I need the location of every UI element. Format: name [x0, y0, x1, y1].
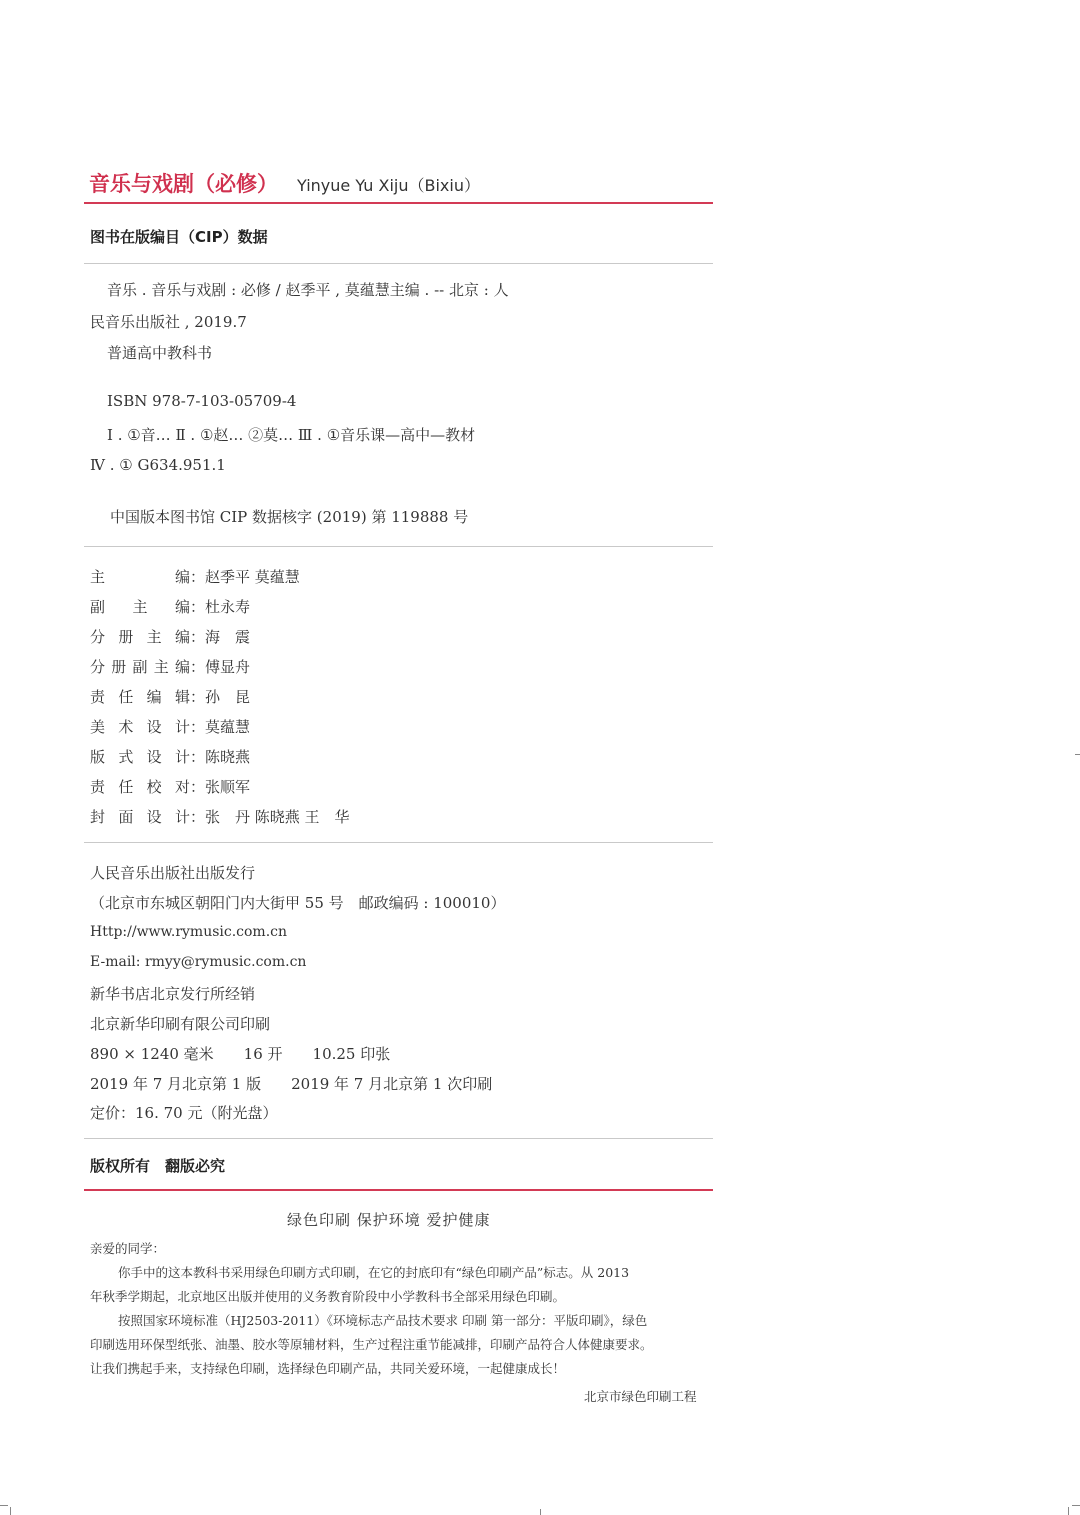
- green-printing-text: 按照国家环境标准（HJ2503-2011）《环境标志产品技术要求 印刷 第一部分：平版印刷》，绿色: [118, 1313, 648, 1328]
- credit-row: 封面设计：张 丹 陈晓燕 王 华: [90, 808, 350, 826]
- credit-names: 海 震: [205, 628, 251, 646]
- credit-names: 陈晓燕: [205, 748, 251, 766]
- crop-mark: [1072, 1505, 1080, 1506]
- crop-mark: [1068, 1507, 1069, 1515]
- green-printing-text: 你手中的这本教科书采用绿色印刷方式印刷，在它的封底印有“绿色印刷产品”标志。从 2013: [118, 1265, 630, 1280]
- book-title-chinese: 音乐与戏剧（必修）: [89, 172, 278, 196]
- green-printing-signature: 北京市绿色印刷工程: [584, 1389, 697, 1404]
- green-printing-greeting: 亲爱的同学：: [90, 1241, 166, 1256]
- credit-role: 责任编辑: [90, 688, 190, 706]
- green-printing-text: 印刷选用环保型纸张、油墨、胶水等原辅材料，生产过程注重节能减排，印刷产品符合人体健康要求。: [90, 1337, 653, 1352]
- distributor-line: 新华书店北京发行所经销: [90, 985, 256, 1003]
- cip-classification: Ⅰ . ①音… Ⅱ . ①赵… ②莫… Ⅲ . ①音乐课—高中—教材: [107, 426, 476, 444]
- book-title-pinyin: Yinyue Yu Xiju（Bixiu）: [297, 176, 480, 195]
- credit-role: 副主编: [90, 598, 190, 616]
- credit-role: 分册副主编: [90, 658, 190, 676]
- credit-row: 主编：赵季平 莫蕴慧: [90, 568, 300, 586]
- cip-line: 民音乐出版社 , 2019.7: [90, 313, 247, 331]
- green-printing-text: 让我们携起手来，支持绿色印刷，选择绿色印刷产品，共同关爱环境，一起健康成长！: [90, 1361, 566, 1376]
- cip-line: 普通高中教科书: [107, 344, 213, 362]
- credit-role: 美术设计: [90, 718, 190, 736]
- credit-role: 版式设计: [90, 748, 190, 766]
- credit-row: 责任编辑：孙 昆: [90, 688, 251, 706]
- credit-role: 封面设计: [90, 808, 190, 826]
- credit-row: 副主编：杜永寿: [90, 598, 251, 616]
- crop-mark: [1075, 754, 1080, 755]
- cip-divider-top: [84, 263, 713, 264]
- cip-divider-bottom: [84, 546, 713, 547]
- credit-names: 傅显舟: [205, 658, 251, 676]
- copyright-notice: 版权所有 翻版必究: [90, 1157, 226, 1175]
- credit-row: 分册副主编：傅显舟: [90, 658, 251, 676]
- publisher-website: Http://www.rymusic.com.cn: [90, 924, 288, 940]
- credits-divider: [84, 842, 713, 843]
- header-divider: [84, 202, 713, 204]
- publication-divider: [84, 1138, 713, 1139]
- credit-row: 美术设计：莫蕴慧: [90, 718, 251, 736]
- printer-line: 北京新华印刷有限公司印刷: [90, 1015, 271, 1033]
- credit-names: 孙 昆: [205, 688, 251, 706]
- price-line: 定价：16. 70 元（附光盘）: [90, 1104, 278, 1122]
- cip-line: 音乐 . 音乐与戏剧 : 必修 / 赵季平 , 莫蕴慧主编 . -- 北京 : 人: [107, 281, 509, 299]
- credit-names: 张顺军: [205, 778, 251, 796]
- cip-isbn: ISBN 978-7-103-05709-4: [107, 392, 297, 410]
- credit-names: 莫蕴慧: [205, 718, 251, 736]
- copyright-divider: [84, 1189, 713, 1191]
- credit-row: 分册主编：海 震: [90, 628, 251, 646]
- edition-line: 2019 年 7 月北京第 1 版 2019 年 7 月北京第 1 次印刷: [90, 1075, 493, 1093]
- crop-mark: [10, 1507, 11, 1515]
- green-printing-text: 年秋季学期起，北京地区出版并使用的义务教育阶段中小学教科书全部采用绿色印刷。: [90, 1289, 566, 1304]
- green-printing-title: 绿色印刷 保护环境 爱护健康: [287, 1211, 491, 1229]
- publisher-email: E-mail: rmyy@rymusic.com.cn: [90, 954, 307, 970]
- credit-role: 主编: [90, 568, 190, 586]
- credit-role: 分册主编: [90, 628, 190, 646]
- cip-heading: 图书在版编目（CIP）数据: [90, 228, 268, 246]
- format-line: 890 × 1240 毫米 16 开 10.25 印张: [90, 1045, 391, 1063]
- cip-record-number: 中国版本图书馆 CIP 数据核字 (2019) 第 119888 号: [110, 508, 469, 526]
- credit-names: 杜永寿: [205, 598, 251, 616]
- credit-role: 责任校对: [90, 778, 190, 796]
- credit-names: 张 丹 陈晓燕 王 华: [205, 808, 350, 826]
- publisher-address: （北京市东城区朝阳门内大街甲 55 号 邮政编码 : 100010）: [90, 894, 506, 912]
- credit-row: 责任校对：张顺军: [90, 778, 251, 796]
- credit-names: 赵季平 莫蕴慧: [205, 568, 300, 586]
- crop-mark: [540, 1509, 541, 1515]
- publisher-line: 人民音乐出版社出版发行: [90, 864, 256, 882]
- crop-mark: [0, 1505, 8, 1506]
- cip-classification: Ⅳ . ① G634.951.1: [90, 456, 226, 474]
- credit-row: 版式设计：陈晓燕: [90, 748, 251, 766]
